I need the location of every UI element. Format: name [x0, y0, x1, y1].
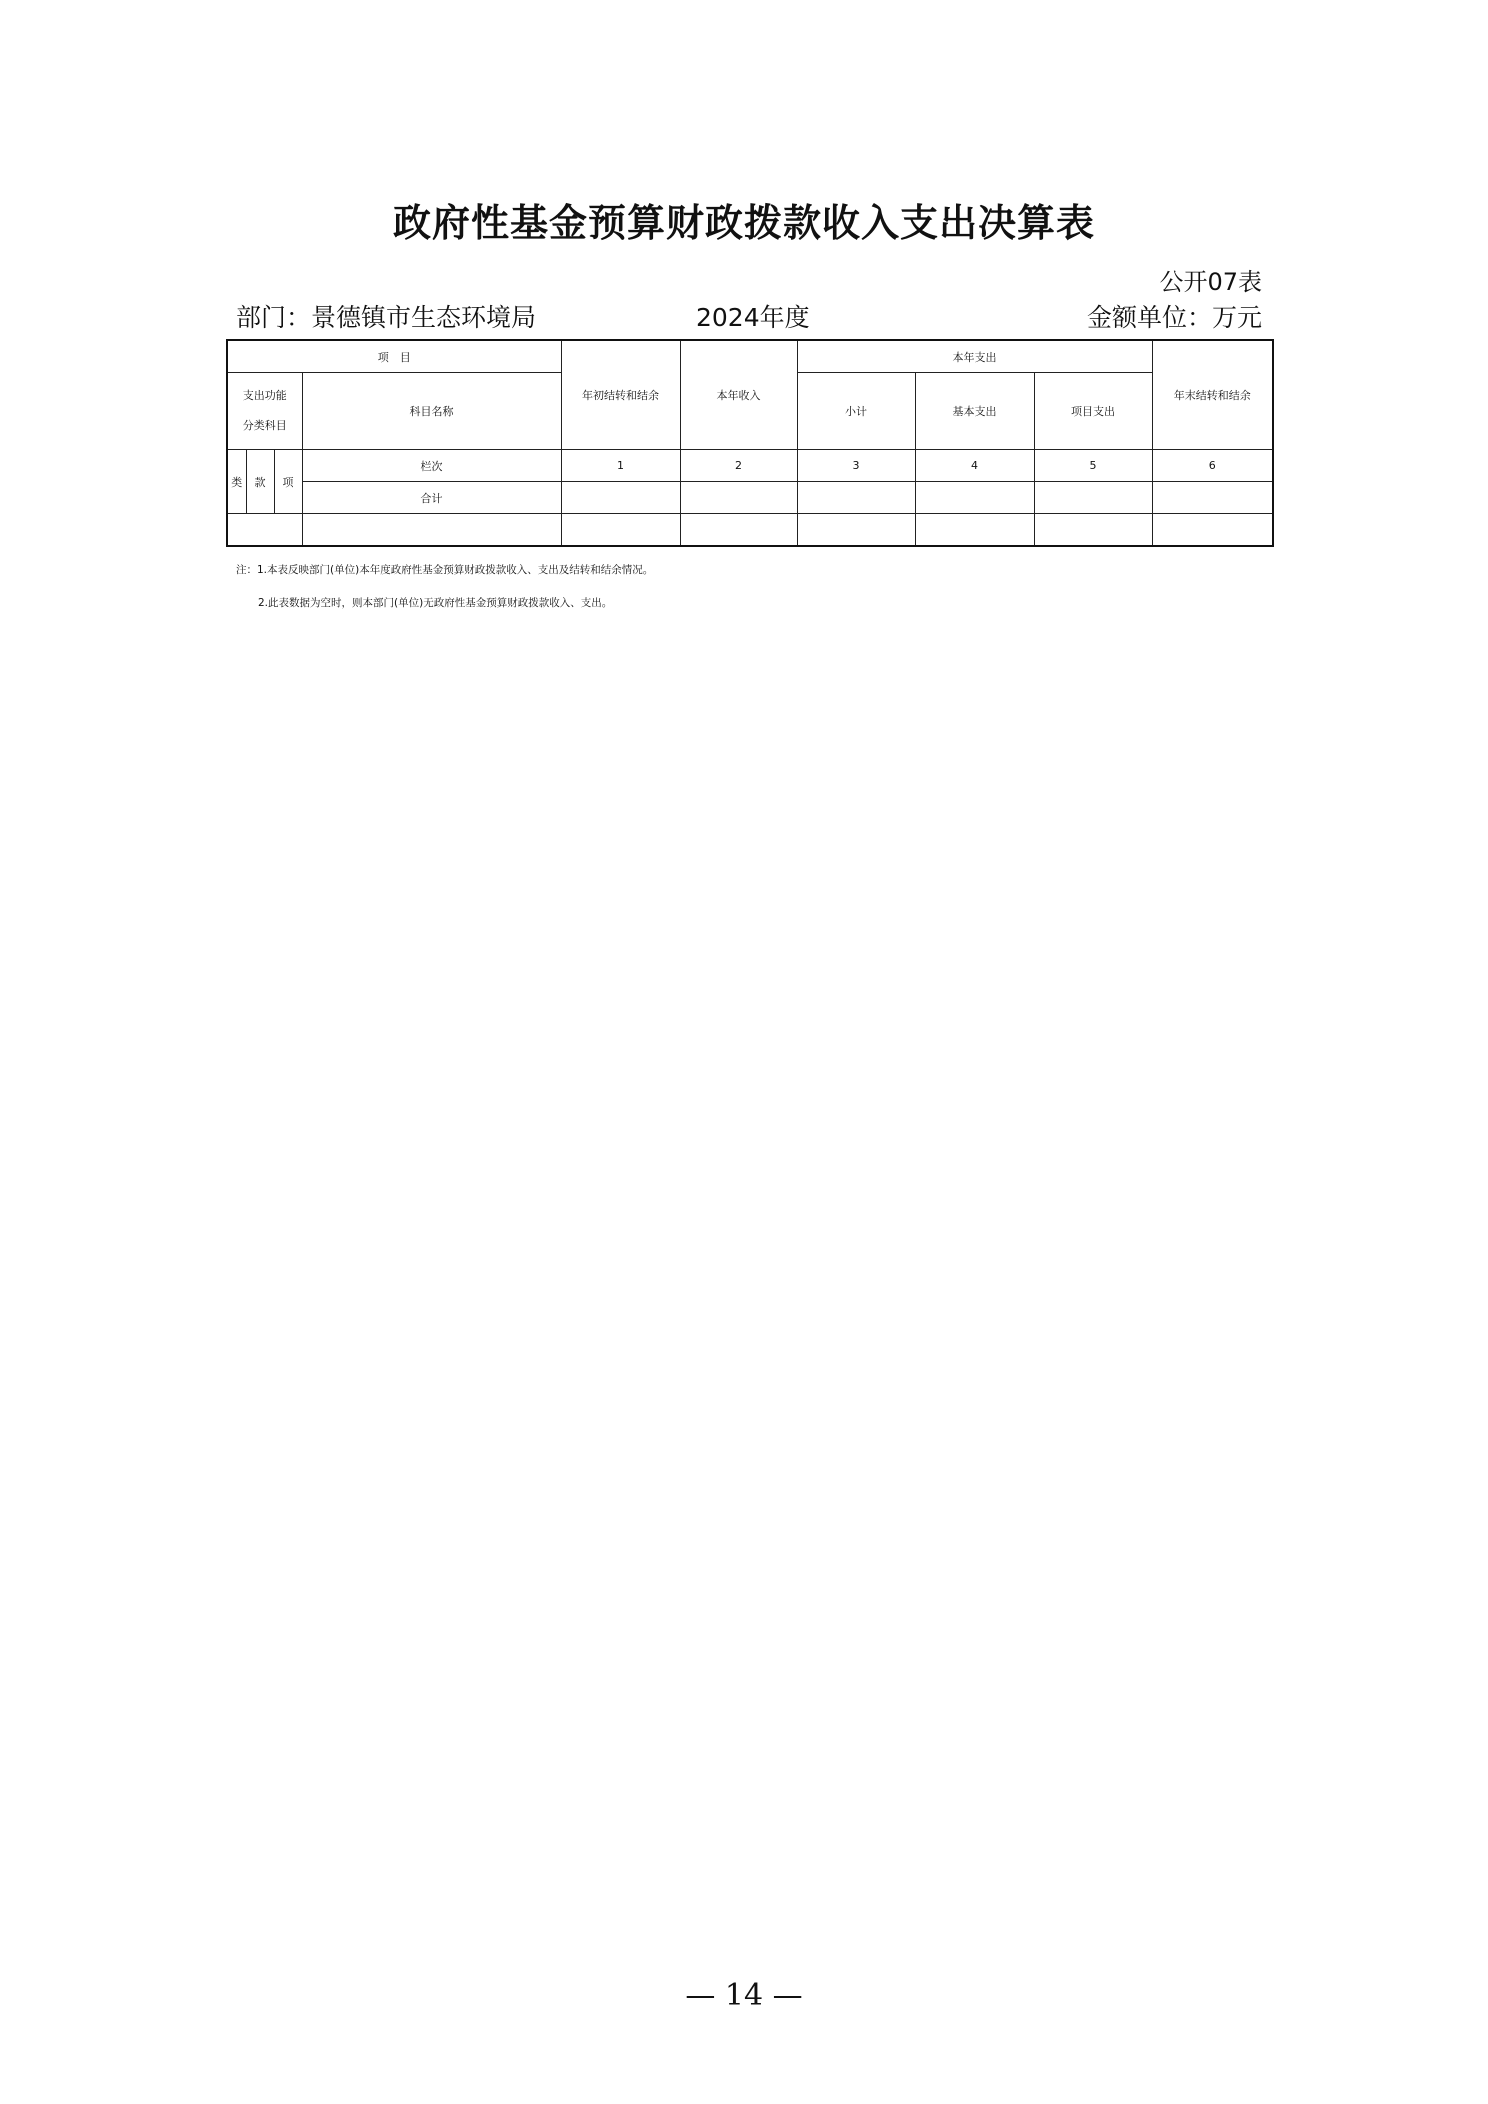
total-row [227, 482, 1273, 514]
column-number: 5 [1034, 450, 1152, 482]
table-cell [797, 514, 915, 547]
current-income-header: 本年收入 [680, 340, 797, 450]
table-row [227, 514, 1273, 547]
column-number: 3 [797, 450, 915, 482]
project-expenditure-header: 项目支出 [1034, 373, 1152, 450]
table-cell [561, 482, 680, 514]
table-cell [1152, 514, 1273, 547]
header-row-1 [227, 340, 1273, 373]
subtotal-header: 小计 [797, 373, 915, 450]
lei-header: 类 [227, 450, 246, 514]
closing-balance-header: 年末结转和结余 [1152, 340, 1273, 450]
xiang-header: 项 [274, 450, 302, 514]
table-cell [680, 514, 797, 547]
table-cell [680, 482, 797, 514]
table-cell [561, 514, 680, 547]
column-number: 1 [561, 450, 680, 482]
table-cell [1034, 514, 1152, 547]
table-cell [1152, 482, 1273, 514]
department-label: 部门：景德镇市生态环境局 [236, 303, 537, 332]
kuan-header: 款 [246, 450, 274, 514]
table-cell [797, 482, 915, 514]
page-number: — 14 — [685, 1978, 803, 2013]
column-number: 4 [915, 450, 1034, 482]
item-header: 项 目 [227, 340, 561, 373]
fiscal-year: 2024年度 [696, 303, 810, 332]
column-index-row [227, 450, 1273, 482]
note-1: 注：1.本表反映部门(单位)本年度政府性基金预算财政拨款收入、支出及结转和结余情况。 [236, 564, 654, 576]
table-cell [227, 514, 302, 547]
function-class-header [227, 373, 302, 450]
basic-expenditure-header: 基本支出 [915, 373, 1034, 450]
form-code: 公开07表 [1159, 268, 1262, 296]
amount-unit: 金额单位：万元 [1086, 303, 1262, 332]
table-cell [915, 482, 1034, 514]
note-2: 2.此表数据为空时，则本部门(单位)无政府性基金预算财政拨款收入、支出。 [258, 597, 613, 609]
function-class-line2: 分类科目 [242, 419, 287, 432]
table-cell [302, 514, 561, 547]
column-number: 2 [680, 450, 797, 482]
column-number: 6 [1152, 450, 1273, 482]
column-index-label: 栏次 [302, 450, 561, 482]
subject-name-header: 科目名称 [302, 373, 561, 450]
table-cell [1034, 482, 1152, 514]
table-notes [236, 554, 653, 620]
opening-balance-header: 年初结转和结余 [561, 340, 680, 450]
total-label: 合计 [302, 482, 561, 514]
page-title: 政府性基金预算财政拨款收入支出决算表 [392, 201, 1095, 245]
budget-table [226, 339, 1274, 547]
table-cell [915, 514, 1034, 547]
current-expenditure-header: 本年支出 [797, 340, 1152, 373]
function-class-line1: 支出功能 [242, 389, 287, 402]
